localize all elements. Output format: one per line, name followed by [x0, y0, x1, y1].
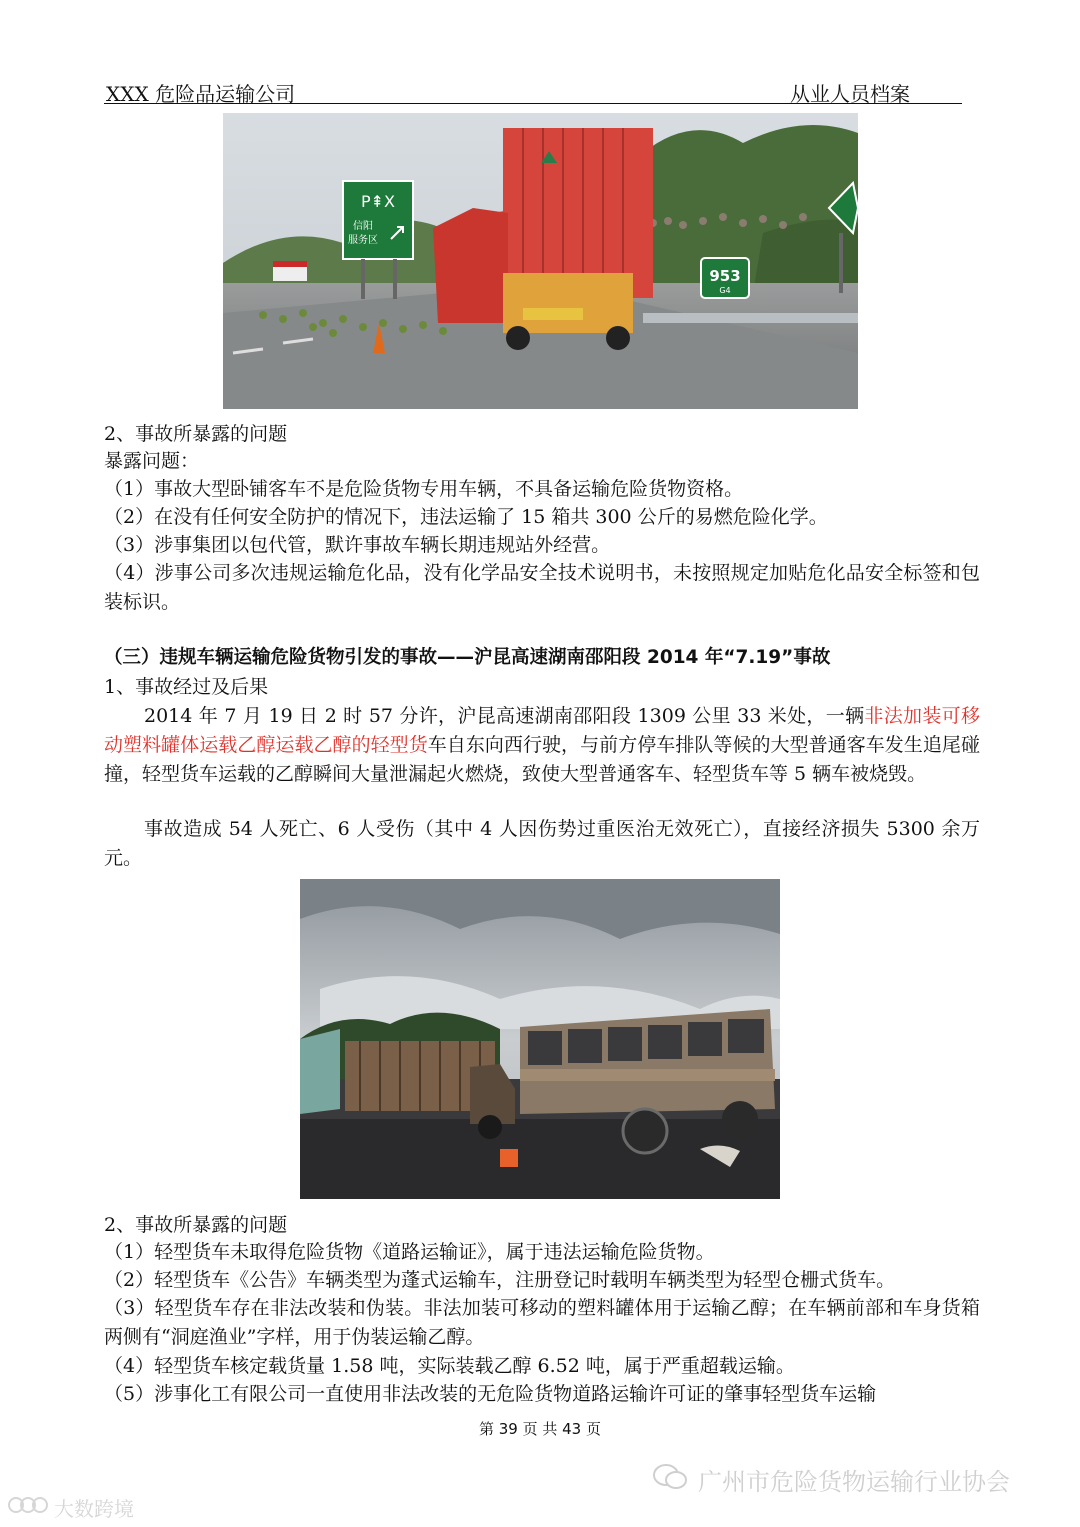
header-doc-title: 从业人员档案 — [790, 82, 910, 106]
sign-line1: 信阳 — [353, 221, 373, 232]
paragraph-1-start: 2014 年 7 月 19 日 2 时 57 分许，沪昆高速湖南邵阳段 1309 公里 33 米处，一辆 — [144, 705, 865, 727]
watermark-brand — [8, 1493, 134, 1522]
wechat-icon — [652, 1463, 688, 1497]
section-a-subheading: 暴露问题： — [104, 450, 200, 472]
section-c-heading: 2、事故所暴露的问题 — [104, 1214, 288, 1236]
section-b-sub1: 1、事故经过及后果 — [104, 676, 269, 698]
section-c-item-1: （1）轻型货车未取得危险货物《道路运输证》，属于违法运输危险货物。 — [104, 1241, 715, 1263]
header-company: XXX 危险品运输公司 — [106, 82, 296, 106]
section-c-item-3: （3）轻型货车存在非法改装和伪装。非法加装可移动的塑料罐体用于运输乙醇；在车辆前部和车身货箱两侧有“洞庭渔业”字样，用于伪装运输乙醇。 — [104, 1297, 980, 1348]
watermark-association-text: 广州市危险货物运输行业协会 — [698, 1468, 1010, 1496]
section-a-item-3: （3）涉事集团以包代管，默许事故车辆长期违规站外经营。 — [104, 534, 611, 556]
route-sub: G4 — [719, 286, 731, 295]
sign-title: P⇞X — [360, 192, 396, 211]
section-b-title: （三）违规车辆运输危险货物引发的事故——沪昆高速湖南邵阳段 2014 年“7.19”事故 — [104, 647, 831, 668]
section-c-item-2: （2）轻型货车《公告》车辆类型为蓬式运输车，注册登记时载明车辆类型为轻型仓栅式货车。 — [104, 1269, 896, 1291]
watermark-association — [652, 1462, 1010, 1497]
accident-photo-bus — [300, 879, 780, 1199]
section-b-paragraph-2: 事故造成 54 人死亡、6 人受伤（其中 4 人因伤势过重医治无效死亡），直接经济损失 5300 余万元。 — [104, 818, 980, 869]
section-b-paragraph-1 — [104, 702, 980, 789]
section-a-item-1: （1）事故大型卧铺客车不是危险货物专用车辆，不具备运输危险货物资格。 — [104, 478, 744, 500]
sign-line2: 服务区 — [348, 235, 378, 246]
paragraph-1-end: 车自东向西行驶，与前方停车排队等候的大型普通客车发生追尾碰撞，轻型货车运载的乙醇瞬间大量泄漏起火燃烧，致使大型普通客车、轻型货车等 5 辆车被烧毁。 — [104, 734, 980, 785]
section-a-item-2: （2）在没有任何安全防护的情况下，违法运输了 15 箱共 300 公斤的易燃危险化学。 — [104, 506, 828, 528]
page-number: 第 39 页 共 43 页 — [478, 1420, 601, 1438]
section-c-item-5: （5）涉事化工有限公司一直使用非法改装的无危险货物道路运输许可证的肇事轻型货车运输 — [104, 1383, 877, 1405]
section-c-item-4: （4）轻型货车核定载货量 1.58 吨，实际装载乙醇 6.52 吨，属于严重超载运输。 — [104, 1355, 795, 1377]
route-number: 953 — [709, 267, 741, 285]
header-rule — [104, 103, 962, 104]
paragraph-1-highlight: 非法加装可移动塑料罐体运载乙醇运载乙醇的轻型货 — [104, 705, 980, 756]
section-a-heading: 2、事故所暴露的问题 — [104, 423, 288, 445]
brand-logo-icon — [8, 1495, 48, 1520]
section-a-item-4: （4）涉事公司多次违规运输危化品，没有化学品安全技术说明书，未按照规定加贴危化品安全标签和包装标识。 — [104, 562, 980, 613]
watermark-brand-text: 大数跨境 — [54, 1497, 134, 1521]
accident-photo-truck — [223, 113, 858, 409]
